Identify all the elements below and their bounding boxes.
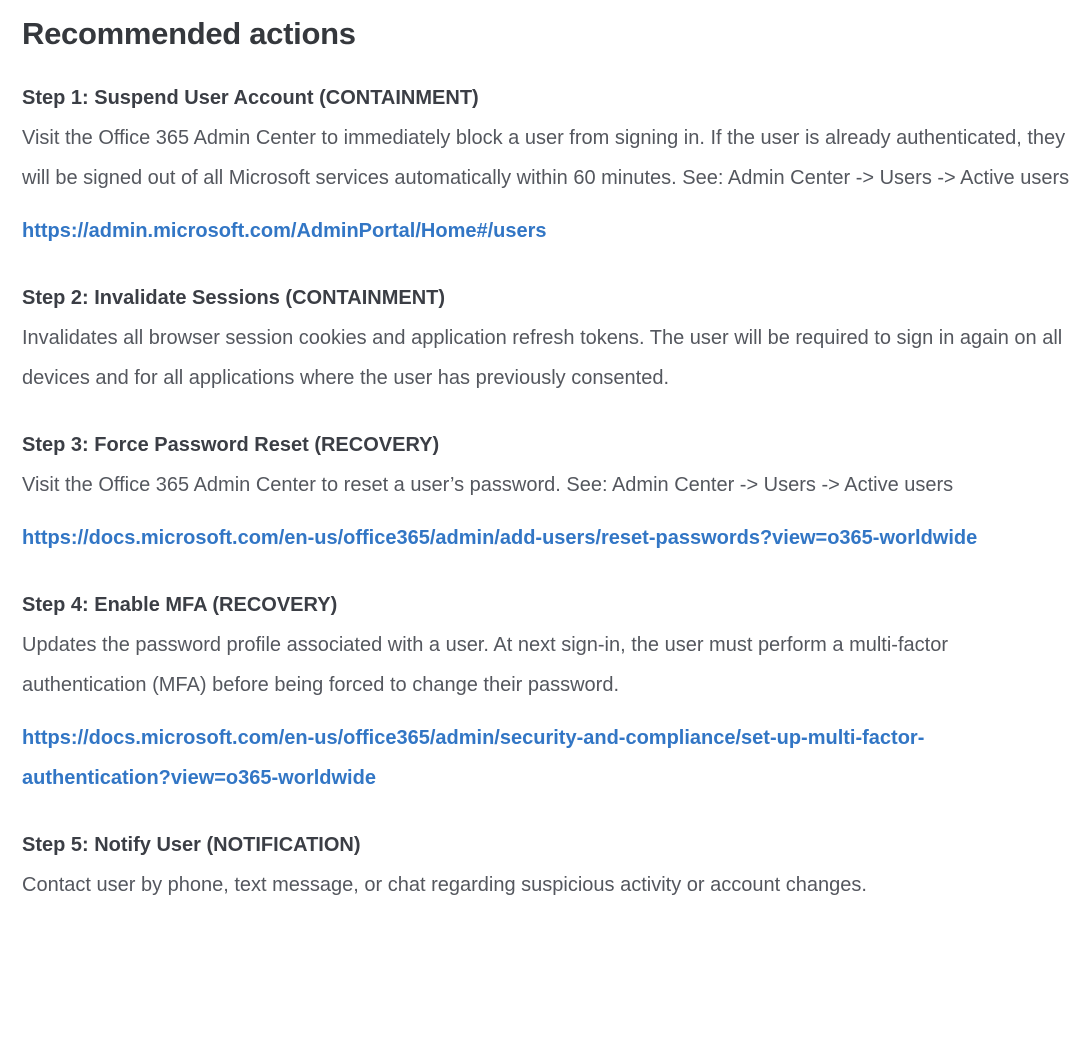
- step-3-description: Visit the Office 365 Admin Center to reset a user’s password. See: Admin Center -> Users -> Active users: [22, 474, 954, 496]
- step-4-mfa-setup-docs-link[interactable]: https://docs.microsoft.com/en-us/office365/admin/security-and-compliance/set-up-multi-factor-authentication?view=o365-worldwide: [22, 727, 925, 789]
- step-2-heading: Step 2: Invalidate Sessions (CONTAINMENT): [22, 287, 446, 309]
- step-1-suspend-user-account: [22, 78, 1072, 251]
- step-4-description: Updates the password profile associated with a user. At next sign-in, the user must perform a multi-factor authentication (MFA) before being forced to change their password.: [22, 634, 948, 696]
- step-4-heading: Step 4: Enable MFA (RECOVERY): [22, 594, 338, 616]
- step-4-enable-mfa: [22, 585, 1072, 798]
- step-2-invalidate-sessions: [22, 278, 1072, 398]
- step-3-reset-passwords-docs-link[interactable]: https://docs.microsoft.com/en-us/office365/admin/add-users/reset-passwords?view=o365-worldwide: [22, 527, 978, 549]
- step-3-force-password-reset: [22, 425, 1072, 558]
- page-title: Recommended actions: [22, 16, 356, 51]
- step-3-heading: Step 3: Force Password Reset (RECOVERY): [22, 434, 440, 456]
- step-1-heading: Step 1: Suspend User Account (CONTAINMENT): [22, 87, 479, 109]
- step-1-description: Visit the Office 365 Admin Center to immediately block a user from signing in. If the user is already authenticated, they will be signed out of all Microsoft services automatically within 60 minutes. See: Admin Center -> Users -> Active users: [22, 127, 1070, 189]
- step-5-notify-user: [22, 825, 1072, 905]
- step-5-heading: Step 5: Notify User (NOTIFICATION): [22, 834, 361, 856]
- step-1-admin-portal-link[interactable]: https://admin.microsoft.com/AdminPortal/Home#/users: [22, 220, 547, 242]
- step-5-description: Contact user by phone, text message, or chat regarding suspicious activity or account changes.: [22, 874, 867, 896]
- step-2-description: Invalidates all browser session cookies and application refresh tokens. The user will be required to sign in again on all devices and for all applications where the user has previously consented.: [22, 327, 1063, 389]
